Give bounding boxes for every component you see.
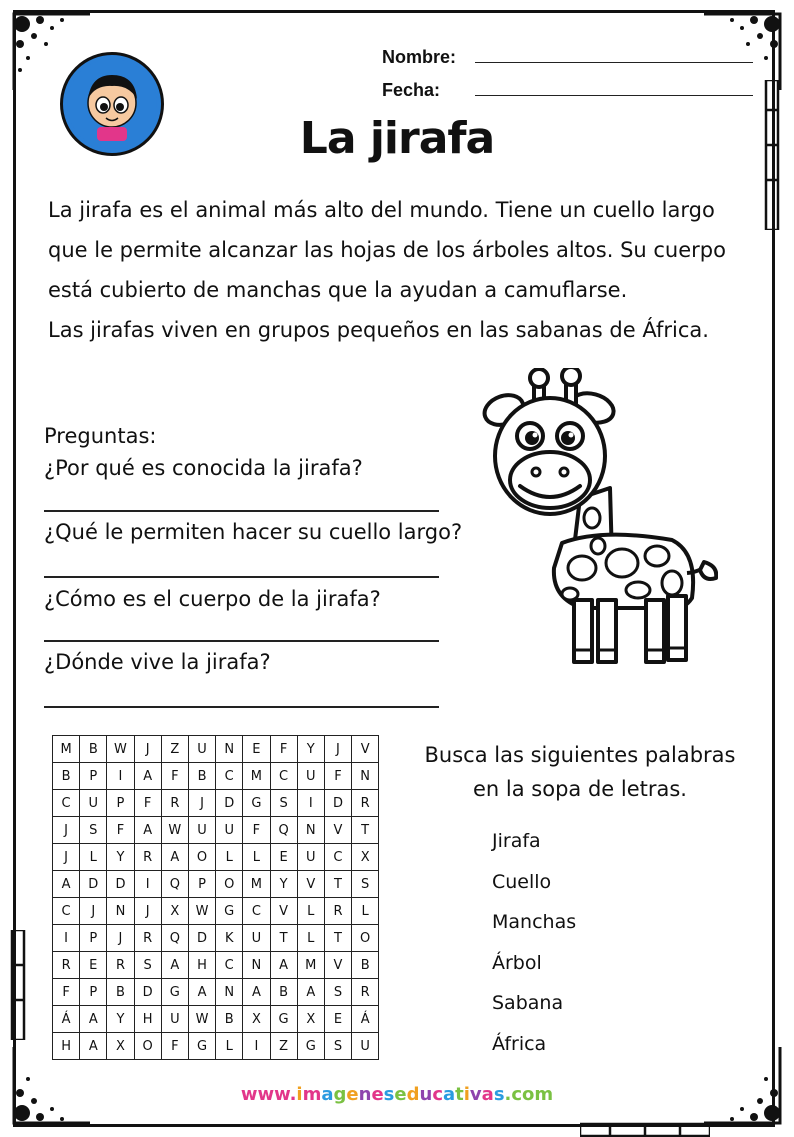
website-link[interactable] — [0, 1084, 794, 1105]
grid-cell: R — [324, 898, 351, 925]
word-list-item: Cuello — [492, 871, 552, 893]
grid-cell: P — [188, 871, 215, 898]
grid-cell: J — [107, 925, 134, 952]
grid-cell: V — [352, 736, 379, 763]
grid-cell: C — [53, 898, 80, 925]
grid-cell: T — [324, 925, 351, 952]
grid-cell: F — [161, 1033, 188, 1060]
website-char: g — [333, 1084, 347, 1105]
grid-cell: B — [270, 979, 297, 1006]
grid-cell: F — [270, 736, 297, 763]
website-char: n — [358, 1084, 372, 1105]
grid-cell: F — [134, 790, 161, 817]
website-char: m — [302, 1084, 322, 1105]
grid-cell: S — [80, 817, 107, 844]
grid-cell: T — [324, 871, 351, 898]
grid-cell: V — [324, 952, 351, 979]
grid-cell: L — [80, 844, 107, 871]
grid-cell: J — [134, 898, 161, 925]
word-search-instructions — [405, 738, 755, 806]
grid-row — [53, 979, 379, 1006]
grid-cell: G — [161, 979, 188, 1006]
date-field[interactable] — [475, 95, 753, 96]
grid-cell: G — [243, 790, 270, 817]
grid-cell: E — [324, 1006, 351, 1033]
grid-cell: A — [161, 952, 188, 979]
grid-cell: M — [243, 763, 270, 790]
website-char: t — [455, 1084, 464, 1105]
website-char: .com — [504, 1084, 554, 1105]
website-char: www. — [240, 1084, 297, 1105]
reading-line: Las jirafas viven en grupos pequeños en las sabanas de África. — [48, 318, 709, 342]
grid-cell: V — [270, 898, 297, 925]
grid-cell: X — [243, 1006, 270, 1033]
grid-cell: U — [216, 817, 243, 844]
grid-cell: J — [53, 817, 80, 844]
grid-row — [53, 736, 379, 763]
grid-cell: C — [243, 898, 270, 925]
word-search-grid — [52, 735, 379, 1060]
word-list-item: Manchas — [492, 911, 577, 933]
grid-cell: Z — [161, 736, 188, 763]
website-char: i — [296, 1084, 303, 1105]
grid-cell: L — [297, 925, 324, 952]
grid-cell: R — [352, 979, 379, 1006]
grid-cell: J — [134, 736, 161, 763]
grid-cell: B — [80, 736, 107, 763]
grid-cell: A — [80, 1033, 107, 1060]
grid-cell: M — [297, 952, 324, 979]
website-char: a — [481, 1084, 494, 1105]
reading-line: está cubierto de manchas que la ayudan a camuflarse. — [48, 278, 628, 302]
grid-cell: C — [324, 844, 351, 871]
grid-cell: D — [80, 871, 107, 898]
name-label: Nombre: — [382, 47, 457, 67]
grid-cell: P — [80, 763, 107, 790]
website-char: u — [419, 1084, 433, 1105]
grid-cell: D — [107, 871, 134, 898]
grid-cell: M — [53, 736, 80, 763]
name-field[interactable] — [475, 62, 753, 63]
grid-cell: G — [216, 898, 243, 925]
grid-cell: L — [216, 844, 243, 871]
grid-cell: P — [80, 925, 107, 952]
grid-cell: Z — [270, 1033, 297, 1060]
grid-cell: F — [161, 763, 188, 790]
grid-cell: L — [216, 1033, 243, 1060]
grid-cell: A — [297, 979, 324, 1006]
grid-cell: X — [161, 898, 188, 925]
grid-cell: P — [80, 979, 107, 1006]
grid-cell: O — [216, 871, 243, 898]
grid-cell: N — [216, 979, 243, 1006]
grid-cell: S — [352, 871, 379, 898]
grid-cell: T — [352, 817, 379, 844]
grid-row — [53, 925, 379, 952]
grid-cell: E — [80, 952, 107, 979]
page-title: La jirafa — [299, 113, 495, 164]
word-list-item: Sabana — [492, 992, 564, 1014]
grid-cell: A — [53, 871, 80, 898]
grid-cell: V — [297, 871, 324, 898]
grid-cell: N — [352, 763, 379, 790]
grid-cell: L — [297, 898, 324, 925]
reading-passage — [48, 190, 768, 350]
grid-cell: C — [216, 763, 243, 790]
grid-cell: G — [188, 1033, 215, 1060]
grid-cell: L — [352, 898, 379, 925]
grid-cell: J — [53, 844, 80, 871]
grid-cell: I — [243, 1033, 270, 1060]
grid-cell: Y — [107, 1006, 134, 1033]
grid-row — [53, 871, 379, 898]
grid-cell: F — [324, 763, 351, 790]
grid-cell: F — [243, 817, 270, 844]
grid-cell: A — [243, 979, 270, 1006]
grid-row — [53, 1033, 379, 1060]
grid-row — [53, 763, 379, 790]
grid-cell: P — [107, 790, 134, 817]
grid-cell: A — [80, 1006, 107, 1033]
grid-cell: Q — [270, 817, 297, 844]
date-label: Fecha: — [382, 80, 441, 100]
answer-line-1[interactable] — [44, 510, 439, 512]
grid-cell: A — [134, 817, 161, 844]
grid-cell: U — [188, 736, 215, 763]
grid-cell: B — [352, 952, 379, 979]
grid-cell: B — [216, 1006, 243, 1033]
grid-cell: Q — [161, 871, 188, 898]
grid-cell: U — [297, 844, 324, 871]
grid-cell: F — [53, 979, 80, 1006]
grid-cell: C — [270, 763, 297, 790]
instruction-line-2: en la sopa de letras. — [473, 777, 687, 801]
website-char: a — [321, 1084, 334, 1105]
grid-cell: R — [107, 952, 134, 979]
grid-cell: E — [243, 736, 270, 763]
grid-cell: Y — [297, 736, 324, 763]
website-char: e — [394, 1084, 407, 1105]
grid-row — [53, 898, 379, 925]
grid-cell: Q — [161, 925, 188, 952]
grid-cell: D — [134, 979, 161, 1006]
grid-cell: S — [324, 979, 351, 1006]
grid-cell: I — [53, 925, 80, 952]
grid-cell: B — [53, 763, 80, 790]
grid-cell: A — [270, 952, 297, 979]
grid-cell: R — [352, 790, 379, 817]
website-char: d — [406, 1084, 420, 1105]
grid-cell: X — [297, 1006, 324, 1033]
word-list-item: Jirafa — [492, 830, 541, 852]
answer-line-2[interactable] — [44, 576, 439, 578]
grid-cell: I — [107, 763, 134, 790]
grid-cell: X — [107, 1033, 134, 1060]
grid-cell: T — [270, 925, 297, 952]
grid-cell: N — [243, 952, 270, 979]
grid-cell: L — [243, 844, 270, 871]
grid-cell: Y — [107, 844, 134, 871]
grid-cell: A — [134, 763, 161, 790]
instruction-line-1: Busca las siguientes palabras — [424, 743, 736, 767]
website-char: i — [463, 1084, 470, 1105]
grid-cell: I — [297, 790, 324, 817]
grid-cell: J — [188, 790, 215, 817]
grid-cell: F — [107, 817, 134, 844]
grid-cell: D — [324, 790, 351, 817]
grid-cell: H — [134, 1006, 161, 1033]
grid-cell: U — [297, 763, 324, 790]
grid-cell: G — [270, 1006, 297, 1033]
grid-cell: B — [188, 763, 215, 790]
reading-line: que le permite alcanzar las hojas de los árboles altos. Su cuerpo — [48, 238, 726, 262]
grid-cell: O — [134, 1033, 161, 1060]
grid-cell: R — [134, 925, 161, 952]
grid-cell: G — [297, 1033, 324, 1060]
grid-row — [53, 844, 379, 871]
grid-cell: Á — [352, 1006, 379, 1033]
grid-cell: R — [53, 952, 80, 979]
grid-cell: W — [161, 817, 188, 844]
grid-cell: C — [53, 790, 80, 817]
grid-cell: N — [297, 817, 324, 844]
reading-line: La jirafa es el animal más alto del mundo. Tiene un cuello largo — [48, 198, 715, 222]
grid-cell: K — [216, 925, 243, 952]
grid-cell: V — [324, 817, 351, 844]
grid-cell: U — [352, 1033, 379, 1060]
question-2: ¿Qué le permiten hacer su cuello largo? — [44, 520, 463, 544]
border-ladder-bottom — [580, 1122, 710, 1137]
grid-cell: A — [188, 979, 215, 1006]
grid-cell: Á — [53, 1006, 80, 1033]
grid-cell: W — [107, 736, 134, 763]
word-list-item: Árbol — [492, 952, 542, 974]
website-char: e — [346, 1084, 359, 1105]
grid-cell: W — [188, 1006, 215, 1033]
grid-cell: H — [53, 1033, 80, 1060]
grid-cell: O — [188, 844, 215, 871]
website-char: s — [493, 1084, 505, 1105]
website-char: v — [469, 1084, 482, 1105]
grid-cell: M — [243, 871, 270, 898]
grid-cell: H — [188, 952, 215, 979]
grid-cell: J — [80, 898, 107, 925]
grid-cell: R — [134, 844, 161, 871]
giraffe-illustration — [482, 368, 718, 688]
answer-line-3[interactable] — [44, 640, 439, 642]
website-char: e — [371, 1084, 384, 1105]
grid-cell: X — [352, 844, 379, 871]
grid-cell: S — [134, 952, 161, 979]
grid-cell: B — [107, 979, 134, 1006]
grid-cell: U — [188, 817, 215, 844]
questions-heading: Preguntas: — [44, 424, 157, 448]
grid-cell: S — [270, 790, 297, 817]
grid-cell: O — [352, 925, 379, 952]
grid-cell: N — [216, 736, 243, 763]
grid-row — [53, 1006, 379, 1033]
grid-cell: U — [80, 790, 107, 817]
website-char: a — [442, 1084, 456, 1105]
website-char: s — [383, 1084, 395, 1105]
grid-cell: I — [134, 871, 161, 898]
website-char: c — [432, 1084, 443, 1105]
question-4: ¿Dónde vive la jirafa? — [44, 650, 271, 674]
grid-cell: U — [243, 925, 270, 952]
grid-row — [53, 817, 379, 844]
grid-cell: R — [161, 790, 188, 817]
grid-cell: N — [107, 898, 134, 925]
answer-line-4[interactable] — [44, 706, 439, 708]
grid-cell: U — [161, 1006, 188, 1033]
grid-cell: C — [216, 952, 243, 979]
grid-cell: S — [324, 1033, 351, 1060]
grid-cell: Y — [270, 871, 297, 898]
question-1: ¿Por qué es conocida la jirafa? — [44, 456, 363, 480]
grid-cell: D — [188, 925, 215, 952]
grid-cell: A — [161, 844, 188, 871]
grid-cell: E — [270, 844, 297, 871]
grid-cell: W — [188, 898, 215, 925]
grid-cell: D — [216, 790, 243, 817]
word-list-item: África — [492, 1033, 547, 1055]
border-ladder-left-bottom — [8, 930, 28, 1040]
grid-row — [53, 790, 379, 817]
corner-dots-top-right — [704, 0, 794, 90]
question-3: ¿Cómo es el cuerpo de la jirafa? — [44, 587, 381, 611]
grid-cell: J — [324, 736, 351, 763]
grid-row — [53, 952, 379, 979]
